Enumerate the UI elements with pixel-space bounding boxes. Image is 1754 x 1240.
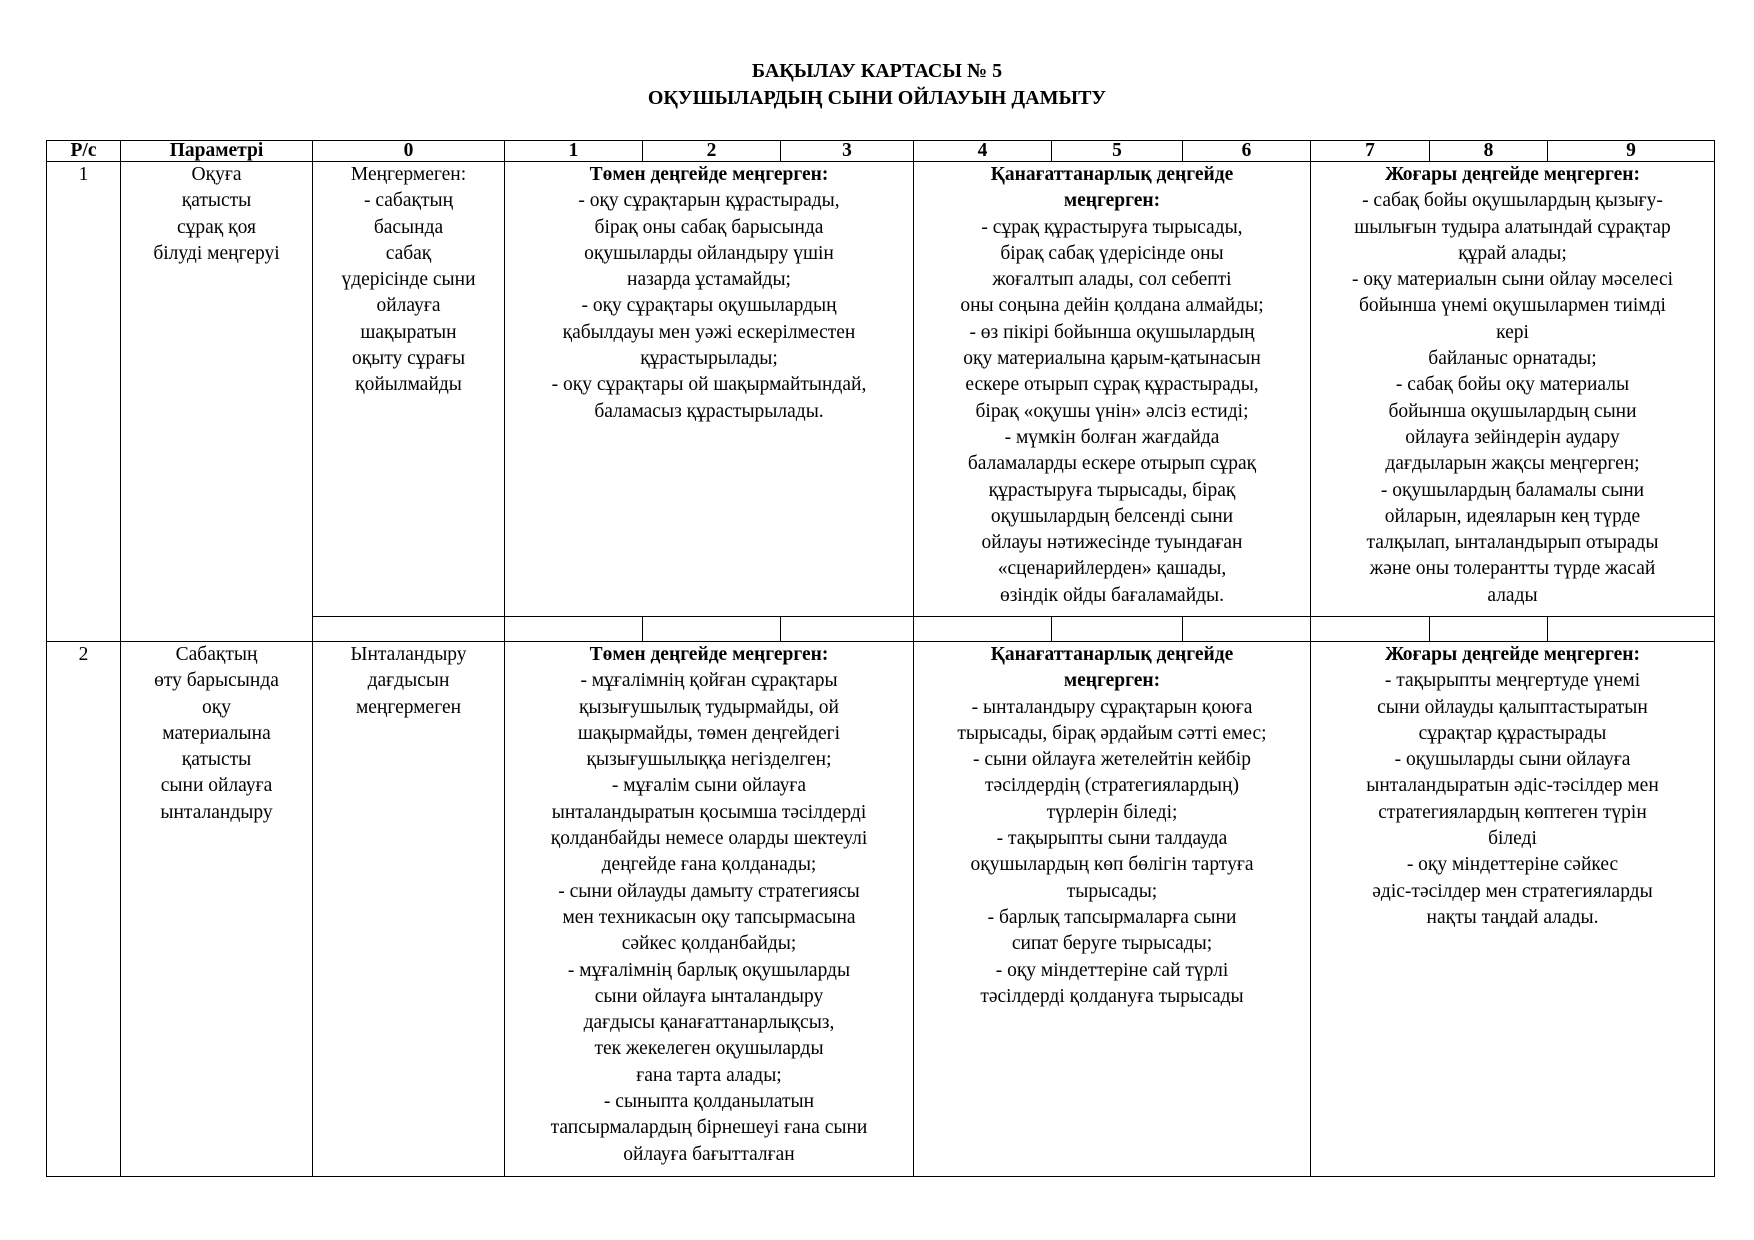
table-row	[47, 162, 1715, 617]
header-cell: 6	[1183, 141, 1311, 162]
header-cell: 7	[1311, 141, 1430, 162]
text-line: тек жекелеген оқушыларды	[594, 1038, 824, 1060]
text-line: - мұғалімнің барлық оқушыларды	[567, 959, 851, 981]
header-cell: 0	[313, 141, 505, 162]
score-cell	[1183, 617, 1311, 642]
text-line: сұрақ қоя	[177, 216, 256, 238]
header-cell: 4	[914, 141, 1052, 162]
text-line: әдіс-тәсілдер мен стратегияларды	[1372, 880, 1653, 902]
text-line: сабақ	[385, 242, 432, 264]
text-line: - оқу сұрақтары ой шақырмайтындай,	[551, 374, 867, 396]
score-cell	[505, 617, 643, 642]
text-line: меңгермеген	[355, 696, 462, 718]
text-line: меңгерген:	[1063, 670, 1161, 692]
table-header-row	[47, 141, 1715, 162]
text-line: сұрақтар құрастырады	[1418, 722, 1607, 744]
text-line: талқылап, ынталандырып отырады	[1366, 532, 1659, 554]
text-line: ғана тарта алады;	[636, 1064, 782, 1086]
parameter-cell	[121, 162, 313, 642]
text-line: кері	[1496, 321, 1529, 343]
text-line: - сыни ойлауға жетелейтін кейбір	[972, 749, 1252, 771]
text-line: түрлерін біледі;	[1046, 801, 1178, 823]
text-line: құрастырылады;	[640, 348, 778, 370]
text-line: бойынша оқушылардың сыни	[1388, 400, 1637, 422]
high-level-heading: Жоғары деңгейде меңгерген:	[1384, 644, 1640, 665]
text-line: Оқуға	[191, 164, 242, 185]
text-line: бойынша үнемі оқушылармен тиімді	[1359, 295, 1666, 317]
score-cell	[313, 617, 505, 642]
table-row	[47, 642, 1715, 1177]
text-line: қабылдауы мен уәжі ескерілместен	[562, 321, 856, 343]
text-line: тапсырмалардың бірнешеуі ғана сыни	[550, 1117, 868, 1139]
text-line: біледі	[1488, 828, 1537, 850]
score-cell	[643, 617, 781, 642]
text-line: Қанағаттанарлық деңгейде	[990, 164, 1234, 185]
text-line: меңгерген:	[1063, 190, 1161, 212]
text-line: жоғалтып алады, сол себепті	[992, 269, 1232, 291]
header-cell: 3	[781, 141, 914, 162]
text-line: Меңгермеген:	[350, 164, 467, 185]
satisfactory-level-heading	[917, 642, 1307, 695]
text-line: Сабақтың	[175, 644, 258, 665]
low-level-cell	[505, 162, 914, 617]
text-line: қызығушылыққа негізделген;	[586, 749, 832, 771]
text-line: оқу материалына қарым-қатынасын	[963, 348, 1261, 370]
text-line: ойларын, идеяларын кең түрде	[1384, 505, 1641, 527]
text-line: өзіндік ойды бағаламайды.	[999, 584, 1225, 606]
text-line: - оқу міндеттеріне сәйкес	[1406, 854, 1619, 876]
text-line: - оқушылардың баламалы сыни	[1380, 479, 1645, 501]
observation-card-table	[46, 140, 1715, 1177]
text-line: - барлық тапсырмаларға сыни	[987, 906, 1237, 928]
text-line: оқыту сұрағы	[351, 348, 466, 370]
text-line: байланыс орнатады;	[1428, 348, 1597, 370]
text-line: сипат беруге тырысады;	[1011, 933, 1213, 955]
text-line: баламаларды ескере отырып сұрақ	[967, 453, 1257, 475]
score-cell	[1430, 617, 1548, 642]
text-line: білуді меңгеруі	[153, 242, 280, 264]
text-line: назарда ұстамайды;	[627, 269, 791, 291]
text-line: - оқушыларды сыни ойлауға	[1394, 749, 1631, 771]
text-line: - сыни ойлауды дамыту стратегиясы	[558, 880, 860, 902]
score-cell	[1311, 617, 1430, 642]
text-line: және оны толерантты түрде жасай	[1369, 558, 1656, 580]
document-title: БАҚЫЛАУ КАРТАСЫ № 5	[751, 60, 1003, 82]
text-line: - тақырыпты меңгертуде үнемі	[1384, 670, 1641, 692]
text-line: ескере отырып сұрақ құрастырады,	[965, 374, 1259, 396]
high-level-heading: Жоғары деңгейде меңгерген:	[1384, 164, 1640, 185]
text-line: ынталандыратын әдіс-тәсілдер мен	[1366, 775, 1659, 797]
text-line: оқу	[202, 696, 231, 718]
text-line: баламасыз құрастырылады.	[594, 400, 824, 422]
text-line: стратегиялардың көптеген түрін	[1378, 801, 1647, 823]
document-subtitle: ОҚУШЫЛАРДЫҢ СЫНИ ОЙЛАУЫН ДАМЫТУ	[647, 87, 1107, 109]
text-line: - өз пікірі бойынша оқушылардың	[969, 321, 1255, 343]
text-line: - сабақтың	[363, 190, 454, 212]
text-line: ынталандыратын қосымша тәсілдерді	[551, 801, 867, 823]
text-line: ынталандыру	[160, 801, 273, 823]
satisfactory-level-heading	[917, 162, 1307, 215]
header-cell: 5	[1052, 141, 1183, 162]
text-line: - оқу міндеттеріне сай түрлі	[995, 959, 1229, 981]
text-line: тәсілдердің (стратегиялардың)	[985, 775, 1239, 797]
text-line: шақырмайды, төмен деңгейдегі	[577, 722, 841, 744]
text-line: - сабақ бойы оқушылардың қызығу-	[1362, 190, 1663, 212]
text-line: - мұғалімнің қойған сұрақтары	[580, 670, 838, 692]
text-line: құрай алады;	[1458, 242, 1567, 264]
text-line: - ынталандыру сұрақтарын қоюға	[971, 696, 1253, 718]
text-line: бірақ «оқушы үнін» әлсіз естиді;	[975, 400, 1249, 422]
text-line: қатысты	[181, 749, 252, 771]
text-line: ойлауға	[376, 295, 441, 317]
document-title-block	[0, 58, 1754, 112]
text-line: шылығын тудыра алатындай сұрақтар	[1354, 216, 1671, 238]
text-line: шақыратын	[360, 321, 457, 343]
row-number: 1	[47, 162, 121, 642]
parameter-cell	[121, 642, 313, 1177]
score-cell	[1052, 617, 1183, 642]
satisfactory-level-cell	[914, 642, 1311, 1177]
text-line: құрастыруға тырысады, бірақ	[988, 479, 1236, 501]
text-line: қойылмайды	[355, 374, 462, 396]
high-level-cell	[1311, 162, 1715, 617]
text-line: нақты таңдай алады.	[1426, 906, 1599, 928]
low-level-heading: Төмен деңгейде меңгерген:	[589, 164, 829, 185]
satisfactory-level-cell	[914, 162, 1311, 617]
text-line: үдерісінде сыни	[341, 269, 476, 291]
text-line: қатысты	[181, 190, 252, 212]
text-line: сыни ойлауға ынталандыру	[594, 985, 824, 1007]
text-line: ойлауға бағытталған	[623, 1143, 795, 1165]
low-level-heading: Төмен деңгейде меңгерген:	[589, 644, 829, 665]
text-line: сыни ойлауға	[160, 775, 273, 797]
text-line: - оқу сұрақтарын құрастырады,	[578, 190, 840, 212]
text-line: Қанағаттанарлық деңгейде	[990, 644, 1234, 665]
text-line: - сыныпта қолданылатын	[603, 1091, 815, 1113]
level-0-cell	[313, 642, 505, 1177]
header-cell: 9	[1548, 141, 1715, 162]
text-line: бірақ оны сабақ барысында	[594, 216, 824, 238]
text-line: - оқу материалын сыни ойлау мәселесі	[1351, 269, 1674, 291]
text-line: «сценарийлерден» қашады,	[997, 558, 1227, 580]
text-line: - тақырыпты сыни талдауда	[996, 828, 1228, 850]
text-line: тәсілдерді қолдануға тырысады	[980, 985, 1244, 1007]
text-line: бірақ сабақ үдерісінде оны	[1000, 242, 1224, 264]
text-line: қолданбайды немесе оларды шектеулі	[550, 828, 868, 850]
text-line: мен техникасын оқу тапсырмасына	[562, 906, 856, 928]
text-line: дағдысын	[367, 670, 450, 692]
text-line: сыни ойлауды қалыптастыратын	[1377, 696, 1648, 718]
header-cell: 2	[643, 141, 781, 162]
high-level-cell	[1311, 642, 1715, 1177]
text-line: алады	[1487, 584, 1538, 606]
text-line: оқушылардың көп бөлігін тартуға	[970, 854, 1254, 876]
text-line: оқушыларды ойландыру үшін	[584, 242, 834, 264]
text-line: дағдыларын жақсы меңгерген;	[1385, 453, 1640, 475]
header-cell: Параметрі	[121, 141, 313, 162]
text-line: қызығушылық тудырмайды, ой	[579, 696, 839, 718]
text-line: оны соңына дейін қолдана алмайды;	[960, 295, 1264, 317]
text-line: материалына	[162, 722, 271, 744]
text-line: деңгейде ғана қолданады;	[601, 854, 817, 876]
header-cell: 1	[505, 141, 643, 162]
low-level-cell	[505, 642, 914, 1177]
text-line: - мүмкін болған жағдайда	[1004, 426, 1220, 448]
text-line: - оқу сұрақтары оқушылардың	[581, 295, 837, 317]
score-cell	[914, 617, 1052, 642]
row-number: 2	[47, 642, 121, 1177]
text-line: - сұрақ құрастыруға тырысады,	[981, 216, 1243, 238]
text-line: ойлауға зейіндерін аудару	[1405, 426, 1620, 448]
text-line: - мұғалім сыни ойлауға	[611, 775, 807, 797]
text-line: Ынталандыру	[350, 644, 467, 665]
text-line: тырысады, бірақ әрдайым сәтті емес;	[957, 722, 1267, 744]
text-line: өту барысында	[154, 670, 279, 692]
text-line: басында	[373, 216, 444, 238]
text-line: ойлауы нәтижесінде туындаған	[981, 532, 1243, 554]
text-line: дағдысы қанағаттанарлықсыз,	[583, 1012, 835, 1034]
text-line: оқушылардың белсенді сыни	[990, 505, 1234, 527]
header-cell: Р/с	[47, 141, 121, 162]
text-line: - сабақ бойы оқу материалы	[1395, 374, 1630, 396]
header-cell: 8	[1430, 141, 1548, 162]
text-line: тырысады;	[1066, 880, 1158, 902]
score-cell	[1548, 617, 1715, 642]
score-cell	[781, 617, 914, 642]
level-0-cell	[313, 162, 505, 617]
text-line: сәйкес қолданбайды;	[621, 933, 797, 955]
